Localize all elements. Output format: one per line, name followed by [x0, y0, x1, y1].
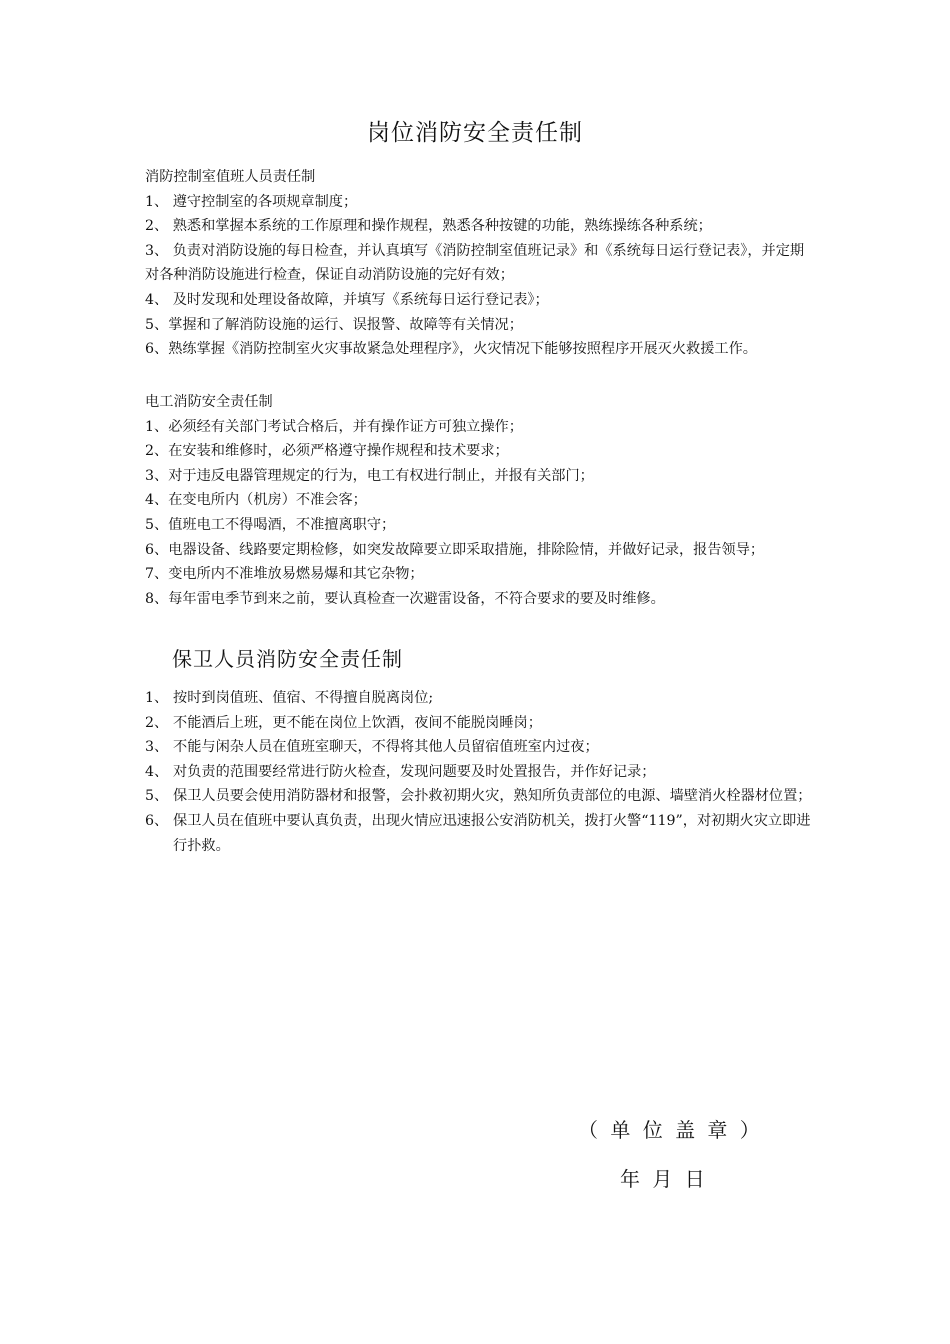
document-title: 岗位消防安全责任制: [367, 120, 583, 146]
list-item: [145, 784, 815, 809]
item-number: 4、: [145, 763, 169, 780]
item-text: 对负责的范围要经常进行防火检查，发现问题要及时处置报告，并作好记录；: [173, 763, 656, 780]
clause-line: 5、值班电工不得喝酒，不准擅离职守；: [145, 516, 396, 533]
item-number: 2、: [145, 714, 169, 731]
clause-line: 4、在变电所内（机房）不准会客；: [145, 492, 367, 509]
clause-line: 2、在安装和维修时，必须严格遵守操作规程和技术要求；: [145, 443, 509, 460]
clause-line: 6、熟练掌握《消防控制室火灾事故紧急处理程序》，火灾情况下能够按照程序开展灭火救援工作。: [145, 341, 757, 358]
clause-line: 6、电器设备、线路要定期检修，如突发故障要立即采取措施，排除险情，并做好记录，报告领导；: [145, 541, 765, 558]
item-number: 5、: [145, 788, 169, 805]
list-item: [145, 760, 815, 785]
item-text: 不能与闲杂人员在值班室聊天，不得将其他人员留宿值班室内过夜；: [173, 739, 599, 756]
section-heading: 电工消防安全责任制: [145, 394, 273, 410]
section-heading: 消防控制室值班人员责任制: [145, 169, 316, 185]
clause-line: 5、掌握和了解消防设施的运行、误报警、故障等有关情况；: [145, 316, 523, 333]
item-text: 按时到岗值班、值宿、不得擅自脱离岗位;: [173, 690, 434, 706]
unit-stamp-line: （ 单 位 盖 章 ）: [578, 1118, 763, 1142]
clause-line: 7、变电所内不准堆放易燃易爆和其它杂物；: [145, 566, 424, 583]
clause-line: 4、 及时发现和处理设备故障，并填写《系统每日运行登记表》；: [145, 291, 549, 308]
item-number: 3、: [145, 739, 169, 756]
item-number: 6、: [145, 812, 169, 829]
section-control-room: [145, 165, 815, 362]
item-text: 保卫人员要会使用消防器材和报警，会扑救初期火灾，熟知所负责部位的电源、墙壁消火栓器材位置；: [173, 788, 812, 805]
section-heading-security: 保卫人员消防安全责任制: [172, 647, 403, 671]
list-item: [145, 735, 815, 760]
list-item: [145, 809, 815, 858]
clause-line: 1、 遵守控制室的各项规章制度；: [145, 193, 358, 210]
date-line: 年 月 日: [620, 1167, 708, 1191]
clause-line: 1、必须经有关部门考试合格后，并有操作证方可独立操作；: [145, 418, 523, 435]
clause-line: 8、每年雷电季节到来之前，要认真检查一次避雷设备，不符合要求的要及时维修。: [145, 590, 665, 607]
list-item: [145, 711, 815, 736]
item-number: 1、: [145, 690, 169, 706]
section-electrician: [145, 390, 815, 611]
list-item: [145, 686, 815, 711]
section-security: [145, 686, 815, 858]
clause-line: 3、 负责对消防设施的每日检查，并认真填写《消防控制室值班记录》和《系统每日运行登记表》，并定期对各种消防设施进行检查，保证自动消防设施的完好有效；: [145, 242, 805, 284]
clause-line: 3、对于违反电器管理规定的行为，电工有权进行制止，并报有关部门；: [145, 467, 594, 484]
clause-line: 2、 熟悉和掌握本系统的工作原理和操作规程，熟悉各种按键的功能，熟练操练各种系统；: [145, 218, 712, 235]
item-text: 保卫人员在值班中要认真负责，出现火情应迅速报公安消防机关，拨打火警“119”，对初期火灾立即进行扑救。: [173, 812, 811, 854]
item-text: 不能酒后上班，更不能在岗位上饮酒，夜间不能脱岗睡岗；: [173, 714, 542, 731]
